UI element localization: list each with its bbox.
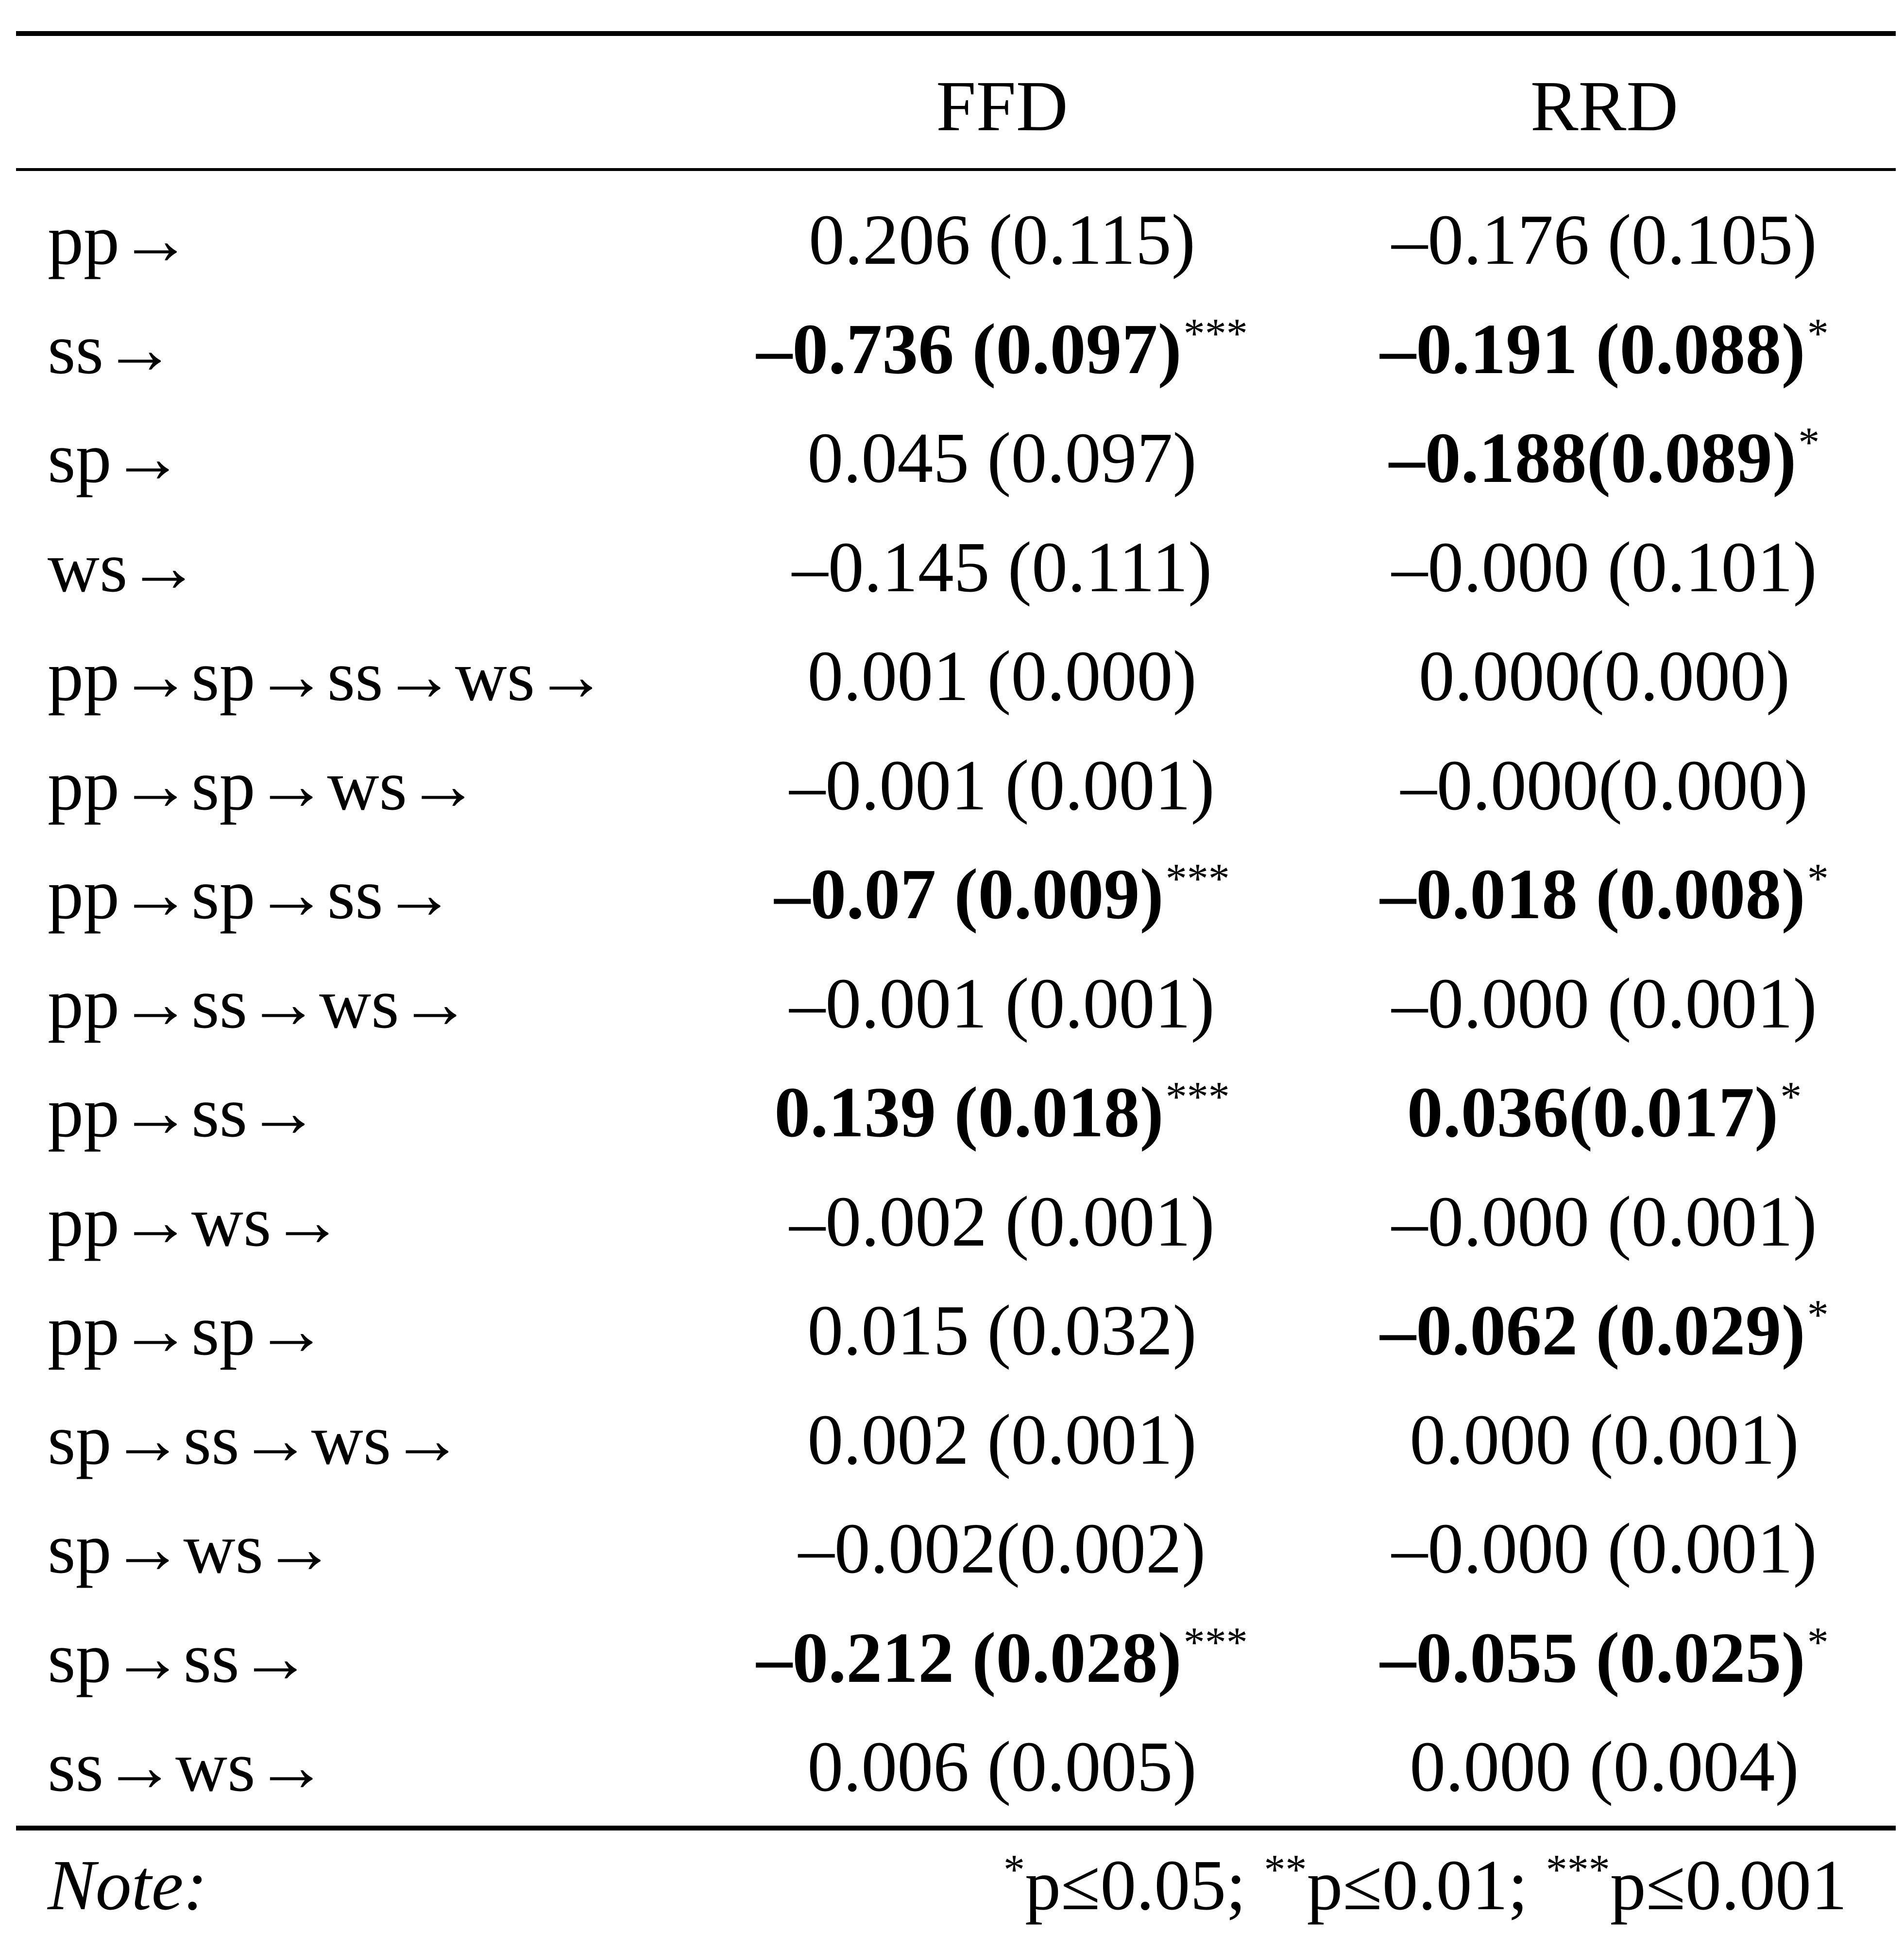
cell-rrd — [1318, 1276, 1891, 1396]
cell-rrd-value: 0.000 (0.001) — [1410, 1400, 1799, 1480]
row-label: pp→sp→ws→ — [48, 745, 479, 825]
cell-ffd — [715, 404, 1289, 513]
cell-ffd — [715, 1386, 1289, 1495]
cell-ffd-value: –0.07 (0.009) — [774, 855, 1164, 934]
cell-rrd-value: –0.000 (0.001) — [1392, 1509, 1817, 1589]
note-threshold-2: p≤0.01; — [1307, 1846, 1546, 1925]
table-row — [16, 1276, 1896, 1386]
row-label: ss→ws→ — [48, 1727, 327, 1807]
row-label: pp→sp→ss→ws→ — [48, 636, 607, 716]
cell-rrd-value: –0.000 (0.001) — [1392, 1181, 1817, 1262]
table-row — [16, 1604, 1896, 1713]
cell-rrd — [1318, 404, 1891, 523]
cell-ffd — [715, 1276, 1289, 1386]
cell-rrd-value: –0.191 (0.088) — [1380, 309, 1805, 389]
table-row — [16, 186, 1896, 295]
table-row — [16, 1058, 1896, 1167]
significance-stars: * — [1807, 1292, 1829, 1339]
cell-ffd-value: –0.001 (0.001) — [789, 745, 1215, 825]
row-label: pp→ss→ws→ — [48, 963, 471, 1043]
cell-rrd-value: 0.000(0.000) — [1418, 636, 1790, 716]
row-label: sp→ — [48, 418, 184, 498]
cell-ffd-value: 0.015 (0.032) — [807, 1291, 1197, 1370]
table-row — [16, 1167, 1896, 1277]
significance-stars: *** — [1165, 855, 1230, 903]
table-note — [16, 1831, 1896, 1940]
cell-rrd-value: –0.000(0.000) — [1400, 745, 1808, 825]
cell-rrd — [1318, 1712, 1891, 1822]
table-row — [16, 731, 1896, 840]
cell-ffd-value: 0.006 (0.005) — [807, 1727, 1197, 1807]
cell-ffd — [715, 513, 1289, 622]
cell-ffd — [715, 295, 1289, 414]
cell-rrd-value: 0.036(0.017) — [1407, 1073, 1779, 1152]
table-row — [16, 404, 1896, 513]
cell-rrd-value: –0.018 (0.008) — [1380, 855, 1805, 934]
cell-ffd — [715, 186, 1289, 295]
cell-ffd — [715, 1058, 1289, 1178]
cell-ffd-value: –0.002(0.002) — [798, 1509, 1206, 1589]
cell-ffd-value: –0.001 (0.001) — [789, 963, 1215, 1043]
row-label: pp→ — [48, 200, 191, 280]
note-star-2: ** — [1264, 1847, 1307, 1894]
row-label: pp→ws→ — [48, 1181, 343, 1262]
row-label: ws→ — [48, 527, 200, 607]
cell-rrd-value: 0.000 (0.004) — [1410, 1727, 1799, 1807]
cell-rrd — [1318, 1494, 1891, 1604]
row-label: sp→ws→ — [48, 1509, 336, 1589]
cell-ffd — [715, 1167, 1289, 1277]
cell-rrd — [1318, 186, 1891, 295]
row-label: sp→ss→ws→ — [48, 1400, 463, 1480]
significance-stars: *** — [1183, 1619, 1248, 1666]
cell-ffd-value: –0.002 (0.001) — [789, 1181, 1215, 1262]
significance-stars: * — [1807, 855, 1829, 903]
table-row — [16, 840, 1896, 949]
cell-rrd — [1318, 513, 1891, 622]
cell-ffd-value: –0.212 (0.028) — [756, 1618, 1182, 1698]
note-star-1: * — [1003, 1847, 1025, 1894]
cell-ffd-value: 0.001 (0.000) — [807, 636, 1197, 716]
cell-rrd — [1318, 840, 1891, 959]
table-row — [16, 295, 1896, 404]
cell-rrd-value: –0.188(0.089) — [1389, 418, 1797, 498]
cell-ffd — [715, 731, 1289, 840]
header-ffd: FFD — [936, 67, 1068, 146]
cell-rrd-value: –0.000 (0.001) — [1392, 963, 1817, 1043]
cell-rrd — [1318, 1386, 1891, 1495]
table-row — [16, 949, 1896, 1059]
row-label: sp→ss→ — [48, 1618, 311, 1698]
significance-stars: * — [1798, 419, 1820, 466]
table-header — [16, 67, 1896, 146]
note-threshold-1: p≤0.05; — [1025, 1846, 1264, 1925]
cell-ffd-value: 0.045 (0.097) — [807, 418, 1197, 498]
significance-stars: * — [1780, 1074, 1802, 1121]
cell-rrd-value: –0.062 (0.029) — [1380, 1291, 1805, 1370]
note-star-3: *** — [1546, 1847, 1610, 1894]
cell-ffd-value: 0.002 (0.001) — [807, 1400, 1197, 1480]
top-rule — [16, 31, 1896, 36]
table-row — [16, 1712, 1896, 1822]
header-rule — [16, 168, 1896, 171]
significance-stars: *** — [1165, 1074, 1230, 1121]
cell-ffd — [715, 1494, 1289, 1604]
cell-rrd-value: –0.000 (0.101) — [1392, 527, 1817, 607]
table-row — [16, 1386, 1896, 1495]
cell-ffd-value: –0.736 (0.097) — [756, 309, 1182, 389]
cell-rrd — [1318, 1058, 1891, 1178]
cell-rrd-value: –0.176 (0.105) — [1392, 200, 1817, 280]
note-threshold-3: p≤0.001 — [1610, 1846, 1847, 1925]
cell-rrd — [1318, 1604, 1891, 1723]
table-row — [16, 622, 1896, 731]
significance-stars: * — [1807, 1619, 1829, 1666]
cell-ffd — [715, 1604, 1289, 1723]
cell-rrd — [1318, 1167, 1891, 1277]
table-row — [16, 513, 1896, 622]
row-label: pp→sp→ss→ — [48, 855, 455, 934]
cell-rrd — [1318, 949, 1891, 1059]
table-body — [16, 186, 1896, 1822]
cell-ffd — [715, 840, 1289, 959]
cell-ffd-value: 0.139 (0.018) — [774, 1073, 1164, 1152]
bottom-rule — [16, 1826, 1896, 1830]
cell-ffd — [715, 1712, 1289, 1822]
row-label: pp→ss→ — [48, 1073, 320, 1152]
cell-ffd — [715, 622, 1289, 731]
cell-ffd-value: 0.206 (0.115) — [808, 200, 1196, 280]
note-label: Note: — [48, 1846, 207, 1925]
row-label: ss→ — [48, 309, 176, 389]
significance-stars: *** — [1183, 310, 1248, 358]
cell-rrd — [1318, 731, 1891, 840]
cell-rrd — [1318, 622, 1891, 731]
table-row — [16, 1494, 1896, 1604]
cell-rrd — [1318, 295, 1891, 414]
note-text — [1003, 1831, 1847, 1950]
row-label: pp→sp→ — [48, 1291, 327, 1370]
significance-stars: * — [1807, 310, 1829, 358]
cell-ffd-value: –0.145 (0.111) — [792, 527, 1212, 607]
cell-rrd-value: –0.055 (0.025) — [1380, 1618, 1805, 1698]
header-rrd: RRD — [1530, 67, 1679, 146]
cell-ffd — [715, 949, 1289, 1059]
